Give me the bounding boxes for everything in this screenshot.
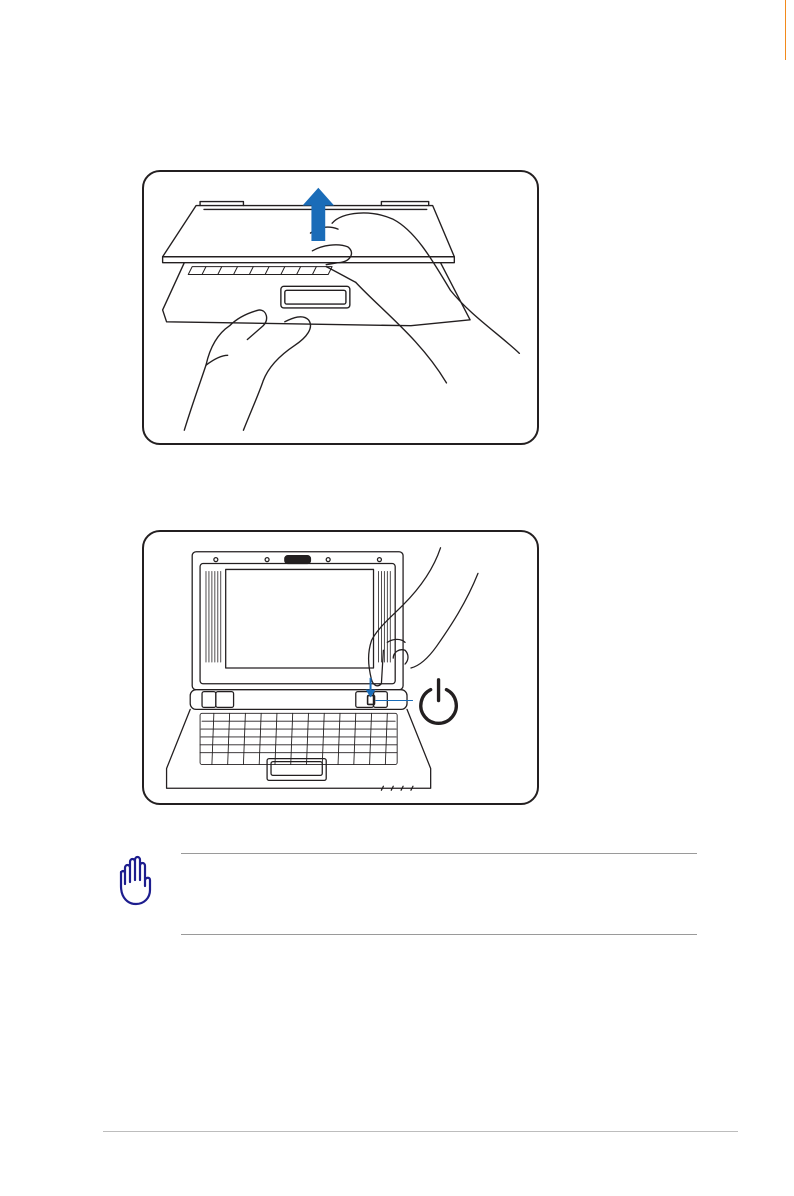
note-top-rule	[181, 853, 697, 854]
raised-hand-icon	[112, 852, 157, 908]
page-edge-marker	[785, 0, 786, 60]
open-lid-icon	[144, 172, 537, 443]
power-icon	[421, 680, 456, 723]
footer-rule	[103, 1131, 738, 1132]
note-bottom-rule	[181, 934, 697, 935]
open-lid-illustration	[142, 170, 539, 445]
power-button-illustration	[144, 532, 537, 803]
power-on-illustration	[142, 530, 539, 805]
